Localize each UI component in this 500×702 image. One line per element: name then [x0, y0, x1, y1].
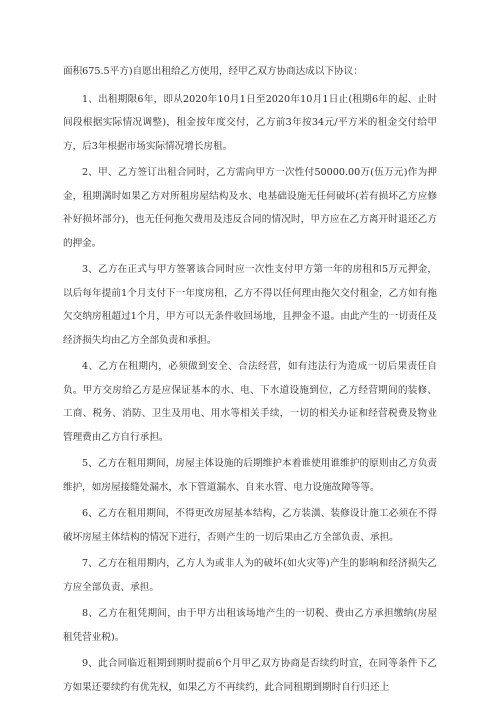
clause-1: 1、出租期限6年，即从2020年10月1日至2020年10月1日止(租期6年的起、止时间段根据实际情况调整)，租金按年度交付，乙方前3年按34元/平方米的租金交付给甲方，后3年根据市场实际情况增长房租。	[63, 93, 437, 152]
clause-8: 8、乙方在租凭期间，由于甲方出租该场地产生的一切税、费由乙方承担缴纳(房屋租凭营业税)。	[63, 608, 437, 643]
clause-4: 4、乙方在租期内，必须做到安全、合法经营，如有违法行为造成一切后果责任自负。甲方交房给乙方是应保证基本的水、电、下水道设施到位，乙方经营期间的装修、工商、税务、消防、卫生及用电、用水等相关手续，一切的相关办证和经营税费及物业管理费由乙方自行承担。	[63, 361, 437, 443]
document-body	[63, 60, 437, 702]
clause-2: 2、甲、乙方签订出租合同时，乙方需向甲方一次性付50000.00万(伍万元)作为押金，租期满时如果乙方对所租房屋结构及水、电基础设施无任何破坏(若有损坏乙方应修补好损坏部分)，也无任何拖欠费用及违反合同的情况时，甲方应在乙方离开时退还乙方的押金。	[63, 167, 437, 249]
clause-3: 3、乙方在正式与甲方签署该合同时应一次性支付甲方第一年的房租和5万元押金，以后每年提前1个月支付下一年度房租，乙方不得以任何理由拖欠交付租金，乙方如有拖欠交纳房租超过1个月，甲方可以无条件收回场地，且押金不退。由此产生的一切责任及经济损失均由乙方全部负责和承担。	[63, 264, 437, 346]
clause-6: 6、乙方在租用期间，不得更改房屋基本结构，乙方装潢、装修设计施工必须在不得破坏房屋主体结构的情况下进行，否则产生的一切后果由乙方全部负责、承担。	[63, 508, 437, 543]
clause-9: 9、此合同临近租期到期时提前6个月甲乙双方协商是否续约时宜，在同等条件下乙方如果还要续约有优先权，如果乙方不再续约，此合同租期到期时自行归还上	[63, 658, 437, 693]
intro-paragraph: 面积675.5平方)自愿出租给乙方使用，经甲乙双方协商达成以下协议：	[63, 66, 363, 77]
clause-7: 7、乙方在租用期内，乙方人为或非人为的破坏(如火灾等)产生的影响和经济损失乙方应全部负责、承担。	[63, 558, 437, 593]
clause-5: 5、乙方在租用期间，房屋主体设施的后期维护本着谁使用谁维护的原则由乙方负责维护，如房屋接缝处漏水，水下管道漏水、自来水管、电力设施故障等等。	[63, 458, 437, 493]
